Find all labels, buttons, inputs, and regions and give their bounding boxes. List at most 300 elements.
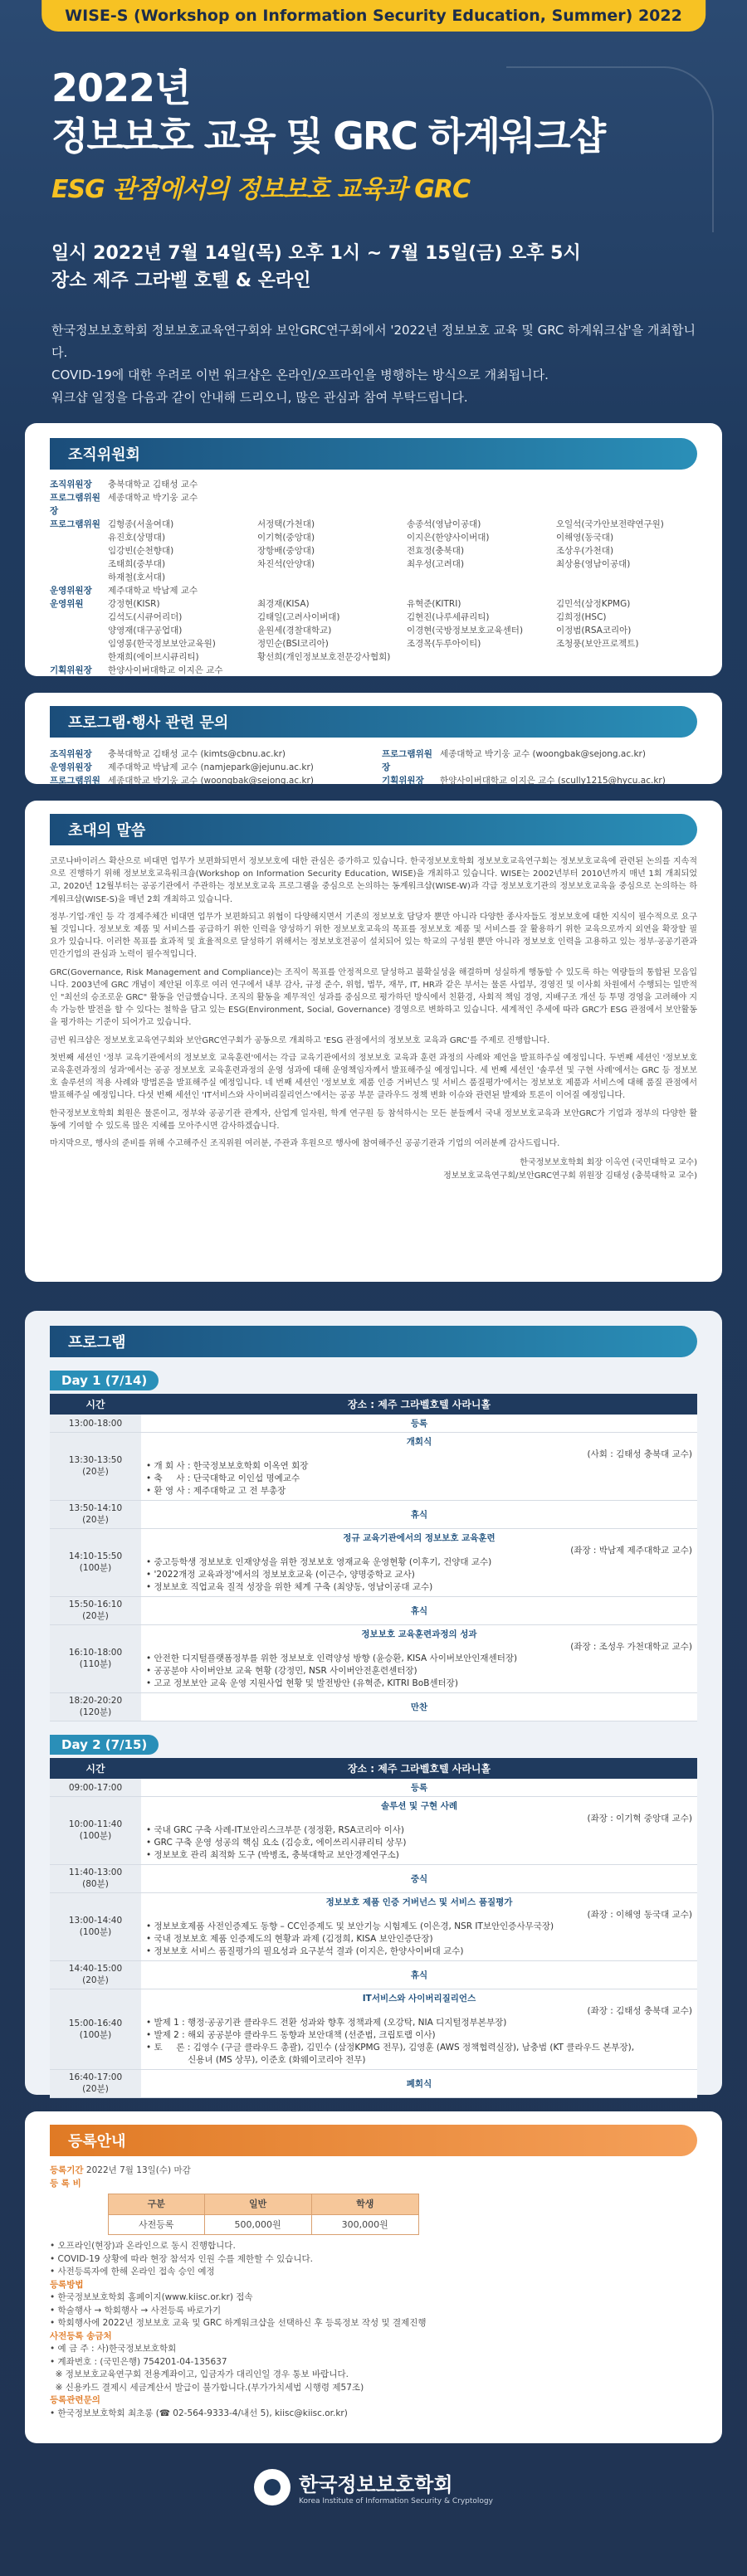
session-item: • 토 론 : 김영수 (구글 클라우드 총괄), 김민수 (삼정KPMG 전무), 김영훈 (AWS 정책협력실장), 남충범 (KT 클라우드 본부장),	[146, 2043, 635, 2053]
day2-label: Day 2 (7/15)	[50, 1735, 159, 1755]
schedule-time-line: (20분)	[82, 2084, 109, 2094]
committee-members	[108, 597, 706, 611]
col-time: 시간	[50, 1758, 141, 1779]
contact-role: 기획위원장	[382, 776, 424, 786]
session-title: 정보보호 제품 인증 거버넌스 및 서비스 품질평가	[325, 1897, 513, 1907]
committee-member: 황선희(개인정보보호전문강사협회)	[257, 652, 391, 662]
welcome-paragraph: 금번 워크샵은 정보보호교육연구회와 보안GRC연구회가 공동으로 개최하고 'ESG 관점에서의 정보보호 교육과 GRC'를 주제로 진행합니다.	[50, 1035, 550, 1045]
session-item: • 정보보호 관리 최적화 도구 (박병조, 충북대학교 보안경제연구소)	[146, 1850, 399, 1860]
col-place: 장소 : 제주 그라벨호텔 사라니홀	[141, 1394, 697, 1415]
session-item: • 국내 GRC 구축 사례-IT보안리스크부문 (정정환, RSA코리아 이사)	[146, 1825, 404, 1835]
hero-subtitle: ESG 관점에서의 정보보호 교육과 GRC	[51, 175, 471, 204]
hero-desc-line: 워크샵 일정을 다음과 같이 안내해 드리오니, 많은 관심과 참여 부탁드립니다.	[51, 390, 468, 405]
schedule-time-line: 16:40-17:00	[68, 2072, 123, 2082]
contact-row	[50, 774, 382, 787]
contact-text: 세종대학교 박기웅 교수 (woongbak@sejong.ac.kr)	[108, 776, 314, 786]
committee-row	[50, 478, 697, 491]
committee-role: 운영위원	[50, 599, 84, 609]
schedule-content	[141, 1961, 697, 1989]
committee-member	[407, 478, 556, 491]
committee-member: 서정택(가천대)	[257, 519, 315, 529]
contact-grid	[50, 747, 697, 787]
registration-line: • 사전등록자에 한해 온라인 접속 승인 예정	[50, 2267, 215, 2277]
schedule-row	[50, 1961, 697, 1989]
hero-title: 정보보호 교육 및 GRC 하계워크샵	[51, 114, 605, 158]
contact-heading: 프로그램·행사 관련 문의	[50, 706, 697, 738]
committee-members	[108, 518, 706, 531]
committee-member: 김태일(고려사이버대)	[257, 612, 340, 622]
registration-method	[50, 2291, 697, 2330]
session-title: 등록	[410, 1419, 428, 1429]
contact-text: 한양사이버대학교 이지은 교수 (scully1215@hycu.ac.kr)	[440, 776, 666, 786]
committee-member: 윤원세(경찰대학교)	[257, 626, 332, 635]
committee-member: 장항배(중앙대)	[257, 546, 315, 556]
contact-left-col	[50, 747, 382, 787]
session-title: 휴식	[410, 1606, 428, 1616]
committee-member: 이정범(RSA코리아)	[556, 626, 632, 635]
committee-member: 한재희(에이브시큐리티)	[108, 652, 199, 662]
session-items	[146, 1460, 692, 1497]
schedule-time-line: 16:10-18:00	[68, 1648, 123, 1658]
registration-line: • 한국정보보호학회 홈페이지(www.kiisc.or.kr) 접속	[50, 2292, 253, 2302]
schedule-time	[50, 1779, 141, 1797]
committee-members	[108, 571, 706, 584]
schedule-content	[141, 1625, 697, 1693]
committee-row	[50, 624, 697, 637]
schedule-content	[141, 1597, 697, 1625]
committee-member: 조경목(두루아이티)	[407, 639, 481, 649]
schedule-time	[50, 1501, 141, 1529]
schedule-time	[50, 1625, 141, 1693]
schedule-time	[50, 1961, 141, 1989]
committee-member	[257, 478, 407, 491]
session-title: IT서비스와 사이버리질리언스	[362, 1994, 476, 2004]
committee-role: 기획위원장	[50, 665, 92, 675]
schedule-content	[141, 1415, 697, 1433]
session-item: • 발제 2 : 해외 공공분야 클라우드 동향과 보안대책 (선준범, 크립토랩 이사)	[146, 2030, 436, 2040]
society-name: 한국정보보호학회	[299, 2473, 453, 2496]
schedule-time	[50, 1693, 141, 1721]
committee-member: 송종석(영남이공대)	[407, 519, 481, 529]
session-item: • 정보보호 서비스 품질평가의 필요성과 요구분석 결과 (이지은, 한양사이버대 교수)	[146, 1946, 464, 1956]
committee-list	[50, 478, 697, 677]
schedule-content	[141, 1893, 697, 1961]
committee-role	[50, 571, 108, 584]
session-item: • 국내 정보보호 제품 인증제도의 현황과 과제 (김정희, KISA 보안인증단장)	[146, 1934, 433, 1944]
event-venue: 장소 제주 그라벨 호텔 & 온라인	[51, 270, 311, 291]
committee-member: 전효정(충북대)	[407, 546, 465, 556]
deadline-value: 2022년 7월 13일(수) 마감	[85, 2165, 191, 2175]
session-title: 정보보호 교육훈련과정의 성과	[361, 1629, 477, 1639]
committee-member	[257, 491, 407, 518]
registration-line: • 계좌번호 : (국민은행) 754201-04-135637	[50, 2356, 227, 2367]
schedule-time	[50, 1893, 141, 1961]
schedule-time	[50, 1415, 141, 1433]
schedule-time-line: 13:50-14:10	[68, 1503, 123, 1513]
contact-card	[25, 693, 722, 784]
committee-member	[556, 650, 706, 664]
committee-row	[50, 664, 697, 677]
session-items	[146, 1556, 692, 1594]
committee-member: 김희정(HSC)	[556, 612, 607, 622]
session-chair: (좌장 : 이기혁 중앙대 교수)	[587, 1814, 692, 1824]
schedule-content	[141, 1693, 697, 1721]
session-title: 중식	[410, 1874, 428, 1884]
committee-member: 유진호(상명대)	[108, 533, 166, 543]
registration-notes	[50, 2240, 697, 2279]
committee-member	[407, 571, 556, 584]
committee-member: 양영재(대구공업대)	[108, 626, 183, 635]
committee-heading: 조직위원회	[50, 438, 697, 470]
session-title: 정규 교육기관에서의 정보보호 교육훈련	[343, 1533, 496, 1543]
committee-row	[50, 518, 697, 531]
session-item: • 발제 1 : 행정·공공기관 클라우드 전환 성과와 향후 정책과제 (오강탁, NIA 디지털정부본부장)	[146, 2018, 507, 2028]
contact-role: 조직위원장	[50, 749, 92, 759]
session-item: • 개 회 사 : 한국정보보호학회 이옥연 회장	[146, 1461, 309, 1471]
day1-label: Day 1 (7/14)	[50, 1371, 159, 1390]
contact-role: 운영위원장	[50, 762, 92, 772]
registration-account	[50, 2343, 697, 2394]
session-chair: (좌장 : 김태성 충북대 교수)	[587, 2006, 692, 2016]
registration-line: • COVID-19 상황에 따라 현장 참석자 인원 수를 제한할 수 있습니다.	[50, 2253, 313, 2264]
schedule-time-line: 14:40-15:00	[68, 1964, 123, 1974]
fee-label: 등 록 비	[50, 2178, 81, 2189]
welcome-paragraph: 한국정보보호학회 회원은 물론이고, 정부와 공공기관 관계자, 산업계 일자원, 학계 연구원 등 참석하시는 모든 분들께서 국내 정보보호교육과 보안GRC가 기업과 정부의 다양한 활동에 기여할 수 있도록 많은 지혜를 모아주시면 감사하겠습니다.	[50, 1108, 697, 1131]
col-time: 시간	[50, 1394, 141, 1415]
committee-role	[50, 611, 108, 624]
schedule-time-line: (20분)	[82, 1975, 109, 1985]
fee-cell: 500,000원	[204, 2214, 311, 2235]
schedule-row	[50, 1989, 697, 2070]
committee-member: 최경재(KISA)	[257, 599, 310, 609]
contact-row	[50, 761, 382, 774]
committee-member	[556, 478, 706, 491]
schedule-time	[50, 2070, 141, 2098]
welcome-paragraph: 첫번째 세션인 '정부 교육기관에서의 정보보호 교육훈련'에서는 각급 교육기관에서의 정보보호 교육과 훈련 과정의 사례와 제언을 발표하주실 예정입니다. 두번째 세션인 '정보보호 교육훈련과정의 성과'에서는 공공 정보보호 교육훈련과정의 운영 성과에 대해 운영책임자께서 발표해주실 예정입니다. 세 번째 세션인 '솔루션 및 구현 사례'에서는 GRC 등 정보보호 솔루션의 적용 사례와 방법론을 발표해주실 예정입니다. 네 번째 세션인 '정보보호 제품 인증 거버넌스 및 서비스 품질평가'에서는 정보보호 제품과 서비스에 대해 품질 관점에서 발표해주실 예정입니다. 다섯 번째 세션인 'IT서비스와 사이버리질리언스'에서는 공공 부문 클라우드 정책 변화 이슈와 관련된 발제와 토론이 이어질 예정입니다.	[50, 1053, 697, 1101]
session-title: 휴식	[410, 1510, 428, 1520]
committee-member: 조청풍(보안프로젝트)	[556, 639, 639, 649]
committee-member: 이기혁(중앙대)	[257, 533, 315, 543]
schedule-content	[141, 1779, 697, 1797]
session-chair: (좌장 : 박남제 제주대학교 교수)	[570, 1546, 692, 1556]
welcome-card	[25, 801, 722, 1282]
session-item: • 안전한 디지털플랫폼정부를 위한 정보보호 인력양성 방향 (윤승환, KISA 사이버보안인재센터장)	[146, 1653, 518, 1663]
committee-member: 세종대학교 박기웅 교수	[108, 493, 198, 503]
hero-description	[51, 319, 707, 409]
registration-line: • 예 금 주 : 사)한국정보보호학회	[50, 2344, 177, 2354]
schedule-row	[50, 1865, 697, 1893]
committee-role	[50, 558, 108, 571]
committee-row	[50, 531, 697, 544]
committee-member: 최우성(고려대)	[407, 559, 465, 569]
schedule-time-line: 11:40-13:00	[68, 1867, 123, 1877]
contact-text: 제주대학교 박남제 교수 (namjepark@jejunu.ac.kr)	[108, 762, 314, 772]
committee-role: 조직위원장	[50, 480, 92, 489]
welcome-heading: 초대의 말씀	[50, 814, 697, 845]
committee-member: 조태희(중부대)	[108, 559, 166, 569]
committee-row	[50, 611, 697, 624]
committee-member: 김민석(삼정KPMG)	[556, 599, 631, 609]
fee-header: 구분	[109, 2194, 205, 2215]
schedule-row	[50, 1797, 697, 1865]
day2-schedule-table	[50, 1758, 697, 2098]
committee-role	[50, 650, 108, 664]
committee-member: 제주대학교 박남제 교수	[108, 586, 198, 596]
session-item: • 환 영 사 : 제주대학교 고 전 부총장	[146, 1486, 286, 1496]
signature-block	[50, 1157, 697, 1183]
schedule-row	[50, 1893, 697, 1961]
committee-row	[50, 637, 697, 650]
session-item: • '2022개정 교육과정'에서의 정보보호교육 (이근수, 양명중학교 교사)	[146, 1570, 415, 1580]
schedule-time-line: (100분)	[79, 1563, 112, 1573]
schedule-row	[50, 1529, 697, 1597]
schedule-row	[50, 1625, 697, 1693]
committee-members	[108, 531, 706, 544]
committee-members	[108, 624, 706, 637]
schedule-time-line: 15:00-16:40	[68, 2018, 123, 2028]
committee-role	[50, 624, 108, 637]
session-items	[146, 1921, 692, 1958]
committee-row	[50, 491, 697, 518]
welcome-paragraph: 마지막으로, 행사의 준비를 위해 수고해주신 조직위원 여러분, 주관과 후원으로 행사에 참여해주신 공공기관과 기업의 여러분께 감사드립니다.	[50, 1139, 560, 1149]
registration-body	[50, 2165, 697, 2420]
welcome-paragraph: GRC(Governance, Risk Management and Compliance)는 조직이 목표를 안정적으로 달성하고 불확실성을 해결하며 성실하게 행동할 수 있도록 하는 역량들의 통합된 모음입니다. 2003년에 GRC 개념이 제안된 이후로 여러 연구에서 내부 감사, 규정 준수, 위험, 법무, 재무, IT, HR과 같은 부서는 물론 사업부, 경영진 및 이사회 차원에서 수행되는 일반적인 "최선의 승조로운 GRC" 활동을 언급했습니다. 조직의 활동을 제무적인 성과를 중심으로 평가하던 방식에서 친환경, 사회적 책임 경영, 지배구조 개선 등 투명 경영을 고려해야 지속 가능한 발전을 할 수 있다는 철학을 담고 있는 ESG(Environment, Social, Governance) 경영으로 변화하고 있습니다. 세계적인 추세에 따라 GRC가 ESG 관점에서 보안활동을 평가하는 기준이 되어가고 있습니다.	[50, 967, 697, 1028]
committee-member: 차진석(안양대)	[257, 559, 315, 569]
committee-row	[50, 544, 697, 558]
schedule-content	[141, 1529, 697, 1597]
schedule-row	[50, 1415, 697, 1433]
account-label: 사전등록 송금처	[50, 2330, 112, 2341]
footer-logo	[254, 2468, 493, 2505]
committee-member: 이지은(한양사이버대)	[407, 533, 490, 543]
session-title: 폐회식	[406, 2079, 432, 2089]
schedule-time-line: 18:20-20:20	[68, 1696, 123, 1706]
committee-role: 프로그램위원장	[50, 493, 100, 516]
committee-members	[108, 491, 706, 518]
contact-role: 프로그램위원	[50, 776, 100, 786]
committee-member: 강정현(KISR)	[108, 599, 160, 609]
committee-member: 이경현(국방정보보호교육센터)	[407, 626, 524, 635]
schedule-time-line: (100분)	[79, 2029, 112, 2040]
schedule-time-line: 15:50-16:10	[68, 1600, 123, 1609]
schedule-time-line: 10:00-11:40	[68, 1819, 123, 1829]
schedule-time-line: (100분)	[79, 1831, 112, 1841]
fee-header: 학생	[311, 2194, 418, 2215]
session-items	[146, 1653, 692, 1690]
program-heading: 프로그램	[50, 1326, 697, 1357]
signature-line: 한국정보보호학회 회장 이옥연 (국민대학교 교수)	[520, 1158, 697, 1168]
schedule-content	[141, 1797, 697, 1865]
committee-member	[407, 584, 556, 597]
hero-desc-line: 한국정보보호학회 정보보호교육연구회와 보안GRC연구회에서 '2022년 정보보호 교육 및 GRC 하계워크샵'을 개최합니다.	[51, 323, 696, 360]
registration-card	[25, 2111, 722, 2443]
schedule-time-line: (100분)	[79, 1927, 112, 1937]
committee-member: 오일석(국가안보전략연구원)	[556, 519, 664, 529]
session-item: • GRC 구축 운영 성공의 핵심 요소 (김승호, 에이쓰리시큐리티 상무)	[146, 1838, 407, 1848]
schedule-row	[50, 1433, 697, 1501]
schedule-time-line: (120분)	[79, 1707, 112, 1717]
session-title: 만찬	[410, 1702, 428, 1712]
registration-line: • 학술행사 → 학회행사 → 사전등록 바로가기	[50, 2305, 222, 2315]
committee-members	[108, 664, 706, 677]
committee-member: 충북대학교 김태성 교수	[108, 480, 198, 489]
session-item: • 정보보호 직업교육 질적 성장을 위한 체계 구축 (최양동, 영남이공대 교수)	[146, 1582, 433, 1592]
hero-desc-line: COVID-19에 대한 우려로 이번 워크샵은 온라인/오프라인을 병행하는 방식으로 개최됩니다.	[51, 368, 549, 382]
session-title: 개회식	[406, 1437, 432, 1447]
committee-member: 김형종(서울여대)	[108, 519, 174, 529]
hero-section	[0, 0, 747, 452]
schedule-time-line: (20분)	[82, 1467, 109, 1477]
committee-member: 김석도(시큐어리더)	[108, 612, 183, 622]
event-ribbon: WISE-S (Workshop on Information Security Education, Summer) 2022	[42, 0, 706, 32]
schedule-row	[50, 1693, 697, 1721]
schedule-time-line: 14:10-15:50	[68, 1551, 123, 1561]
schedule-content	[141, 1501, 697, 1529]
col-place: 장소 : 제주 그라벨호텔 사라니홀	[141, 1758, 697, 1779]
schedule-time	[50, 1597, 141, 1625]
hero-year: 2022년	[51, 66, 191, 110]
schedule-time-line: 13:00-14:40	[68, 1916, 123, 1926]
committee-member: 정민순(BSI코리아)	[257, 639, 329, 649]
fee-table	[108, 2194, 419, 2235]
contact-row	[382, 774, 697, 787]
event-date: 일시 2022년 7월 14일(목) 오후 1시 ~ 7월 15일(금) 오후 5시	[51, 243, 581, 264]
schedule-content	[141, 2070, 697, 2098]
committee-member: 이해영(동국대)	[556, 533, 614, 543]
schedule-time-line: 13:00-18:00	[68, 1418, 123, 1429]
registration-line: ※ 정보보호교육연구회 전용계좌이고, 입금자가 대리인일 경우 통보 바랍니다.	[50, 2369, 349, 2379]
committee-member	[257, 664, 407, 677]
committee-role	[50, 544, 108, 558]
society-logo-icon	[254, 2469, 290, 2505]
session-title: 등록	[410, 1783, 428, 1793]
footer	[0, 2468, 747, 2509]
reg-contact: • 한국정보보호학회 최초롱 (☎ 02-564-9333-4/내선 5), kiisc@kiisc.or.kr)	[50, 2408, 348, 2418]
session-chair: (좌장 : 조성우 가천대학교 교수)	[570, 1642, 692, 1652]
committee-members	[108, 478, 706, 491]
session-chair: (좌장 : 이해영 동국대 교수)	[587, 1910, 692, 1920]
schedule-time-line: (20분)	[82, 1515, 109, 1525]
registration-line: • 학회행사에 2022년 정보보호 교육 및 GRC 하계워크샵을 선택하신 후 등록정보 작성 및 결제진행	[50, 2318, 427, 2328]
committee-members	[108, 584, 706, 597]
committee-member: 최상용(영남이공대)	[556, 559, 631, 569]
committee-member: 조상우(가천대)	[556, 546, 614, 556]
session-items	[146, 2017, 692, 2067]
committee-member	[556, 571, 706, 584]
schedule-content	[141, 1433, 697, 1501]
schedule-row	[50, 1597, 697, 1625]
committee-row	[50, 584, 697, 597]
schedule-content	[141, 1865, 697, 1893]
committee-members	[108, 558, 706, 571]
committee-row	[50, 650, 697, 664]
schedule-time	[50, 1865, 141, 1893]
committee-member	[407, 664, 556, 677]
registration-line: • 오프라인(현장)과 온라인으로 동시 진행합니다.	[50, 2241, 236, 2251]
committee-member	[556, 584, 706, 597]
schedule-time-line: (80분)	[82, 1879, 109, 1889]
fee-header: 일반	[204, 2194, 311, 2215]
session-title: 솔루션 및 구현 사례	[380, 1801, 458, 1811]
schedule-row	[50, 2070, 697, 2098]
fee-cell: 사전등록	[109, 2214, 205, 2235]
committee-row	[50, 571, 697, 584]
schedule-time	[50, 1989, 141, 2070]
schedule-time-line: (20분)	[82, 1611, 109, 1621]
day1-schedule-table	[50, 1394, 697, 1721]
committee-members	[108, 637, 706, 650]
session-item: • 축 사 : 단국대학교 이인섭 명예교수	[146, 1473, 300, 1483]
welcome-text	[50, 855, 697, 1150]
committee-member	[257, 571, 407, 584]
committee-member: 임강빈(순천향대)	[108, 546, 174, 556]
committee-members	[108, 650, 706, 664]
committee-members	[108, 611, 706, 624]
schedule-time-line: 13:30-13:50	[68, 1455, 123, 1465]
session-item: • 중고등학생 정보보호 인재양성을 위한 정보보호 영재교육 운영현황 (이후기, 건양대 교수)	[146, 1557, 492, 1567]
method-label: 등록방법	[50, 2279, 84, 2290]
committee-role	[50, 637, 108, 650]
schedule-time-line: 09:00-17:00	[68, 1782, 123, 1793]
session-item: • 고교 정보보안 교육 운영 지원사업 현황 및 발전방안 (유혁준, KITRI BoB센터장)	[146, 1678, 458, 1688]
contact-row	[382, 747, 697, 774]
registration-heading: 등록안내	[50, 2125, 697, 2156]
registration-line: ※ 신용카드 결제시 세금계산서 발급이 불가합니다.(부가가치세법 시행령 제57조)	[50, 2382, 364, 2393]
committee-member: 한양사이버대학교 이지은 교수	[108, 665, 223, 675]
schedule-time	[50, 1433, 141, 1501]
contact-text: 세종대학교 박기웅 교수 (woongbak@sejong.ac.kr)	[440, 749, 646, 759]
committee-member: 임영롱(한국정보보안교육원)	[108, 639, 216, 649]
committee-member	[257, 584, 407, 597]
session-chair: (사회 : 김태성 충북대 교수)	[587, 1449, 692, 1459]
session-item: 신용녀 (MS 상무), 이준호 (화웨이코리아 전무)	[146, 2055, 366, 2065]
committee-row	[50, 558, 697, 571]
session-items	[146, 1824, 692, 1862]
committee-member	[407, 491, 556, 518]
committee-member	[556, 491, 706, 518]
committee-role	[50, 531, 108, 544]
schedule-time	[50, 1529, 141, 1597]
schedule-row	[50, 1501, 697, 1529]
committee-row	[50, 597, 697, 611]
committee-member	[556, 664, 706, 677]
welcome-paragraph: 정부·기업·개인 등 각 경제주체간 비대면 업무가 보편화되고 위협이 다양해지면서 기존의 정보보호 담당자 뿐만 아니라 다양한 종사자들도 정보보호에 대한 지식이 필수적으로 요구될 것입니다. 정보보호 제품 및 서비스를 공급하기 위한 인력을 양성하기 위한 정보보호교육의 목표를 정보보호 제품 및 서비스를 잘 활용하기 위한 교육으로까지 외연을 확장할 필요가 있습니다. 이러한 목표를 효과적 및 효율적으로 달성하기 위해서는 정보보호전공이 설치되어 있는 학교의 구성원 뿐만 아니라 정보보호 인력을 고용하고 있는 정부·공공기관과 민간기업의 관심과 노력이 필수적입니다.	[50, 912, 697, 960]
session-item: • 공공분야 사이버안보 교육 현황 (강정민, NSR 사이버안전훈련센터장)	[146, 1666, 417, 1676]
schedule-content	[141, 1989, 697, 2070]
welcome-paragraph: 코로나바이러스 확산으로 비대면 업무가 보편화되면서 정보보호에 대한 관심은 증가하고 있습니다. 한국정보보호학회 정보보호교육연구회는 정보보호교육에 관련된 논의를 지속적으로 진행하기 위해 정보보호교육워크숍(Workshop on Information Security Education, WISE)을 개최하고 있습니다. WISE는 2002년부터 2010년까지 매년 1회 개최되었고, 2020년 12월부터는 공공기관에서 주관하는 정보보호교육 프로그램을 중심으로 논의하는 동계워크샵(WISE-W)과 각급 정보보호기관의 정보보호교육을 중심으로 논의하는 하계워크샵(WISE-S)을 매년 2회 개최하고 있습니다.	[50, 857, 697, 904]
schedule-time	[50, 1797, 141, 1865]
session-title: 휴식	[410, 1970, 428, 1980]
session-item: • 정보보호제품 사전인증제도 동향 – CC인증제도 및 보안기능 시험제도 (이은경, NSR IT보안인증사무국장)	[146, 1921, 554, 1931]
contact-right-col	[382, 747, 697, 787]
committee-role: 프로그램위원	[50, 519, 100, 529]
committee-member: 하재철(호서대)	[108, 572, 166, 582]
committee-role: 운영위원장	[50, 586, 92, 596]
committee-member: 유혁준(KITRI)	[407, 599, 461, 609]
committee-card	[25, 423, 722, 676]
society-name-en: Korea Institute of Information Security & Cryptology	[299, 2497, 493, 2505]
committee-members	[108, 544, 706, 558]
reg-contact-label: 등록관련문의	[50, 2395, 100, 2405]
contact-role: 프로그램위원장	[382, 749, 432, 772]
signature-line: 정보보호교육연구회/보안GRC연구회 위원장 김태성 (충북대학교 교수)	[443, 1171, 697, 1181]
fee-cell: 300,000원	[311, 2214, 418, 2235]
committee-member	[407, 650, 556, 664]
contact-row	[50, 747, 382, 761]
committee-member: 김현진(나루세큐리티)	[407, 612, 490, 622]
deadline-label: 등록기간	[50, 2165, 84, 2175]
program-card	[25, 1311, 722, 2095]
